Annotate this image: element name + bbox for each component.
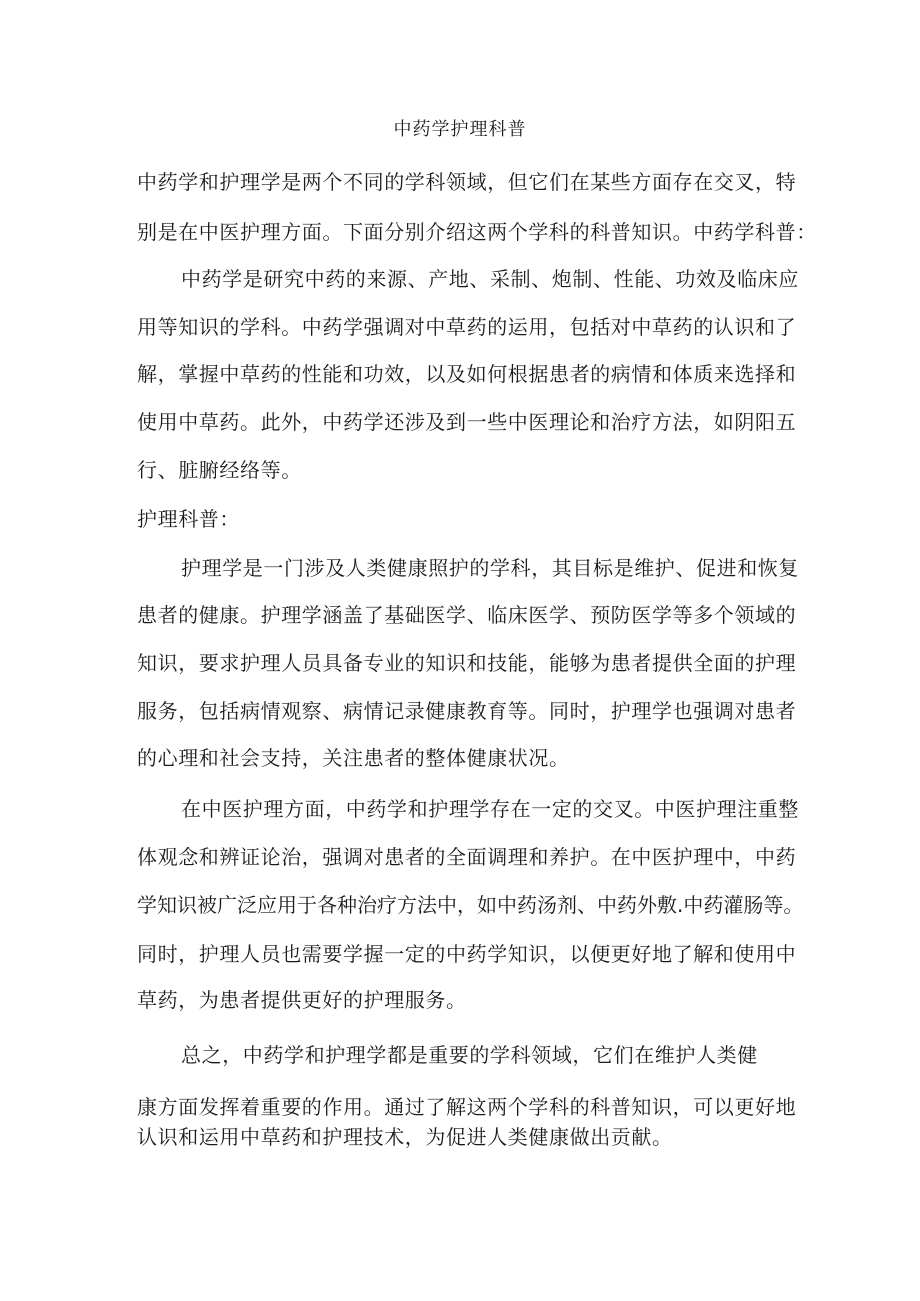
intersection-line-2: 体观念和辨证论治，强调对患者的全面调理和养护。在中医护理中，中药 (137, 845, 797, 869)
nursing-heading: 护理科普： (137, 507, 240, 531)
nursing-line-2: 患者的健康。护理学涵盖了基础医学、临床医学、预防医学等多个领域的 (137, 603, 797, 627)
intersection-line-1: 在中医护理方面，中药学和护理学存在一定的交叉。中医护理注重整 (181, 797, 799, 821)
nursing-line-1: 护理学是一门涉及人类健康照护的学科，其目标是维护、促进和恢复 (181, 556, 799, 580)
tcm-line-3: 解，掌握中草药的性能和功效，以及如何根据患者的病情和体质来选择和 (137, 362, 797, 386)
intersection-line-4: 同时，护理人员也需要学握一定的中药学知识，以便更好地了解和使用中 (137, 942, 797, 966)
conclusion-line-1: 总之，中药学和护理学都是重要的学科领域，它们在维护人类健 (181, 1043, 758, 1067)
tcm-line-5: 行、脏腑经络等。 (137, 458, 302, 482)
nursing-line-5: 的心理和社会支持，关注患者的整体健康状况。 (137, 746, 570, 770)
nursing-line-4: 服务，包括病情观察、病情记录健康教育等。同时，护理学也强调对患者 (137, 699, 797, 723)
tcm-line-1: 中药学是研究中药的来源、产地、采制、炮制、性能、功效及临床应 (181, 267, 799, 291)
conclusion-line-3: 认识和运用中草药和护理技术，为促进人类健康做出贡献。 (137, 1125, 673, 1149)
intersection-line-5: 草药，为患者提供更好的护理服务。 (137, 988, 467, 1012)
intro-line-2: 别是在中医护理方面。下面分别介绍这两个学科的科普知识。中药学科普： (137, 220, 817, 244)
tcm-line-4: 使用中草药。此外，中药学还涉及到一些中医理论和治疗方法，如阴阳五 (137, 410, 797, 434)
tcm-line-2: 用等知识的学科。中药学强调对中草药的运用，包括对中草药的认识和了 (137, 315, 797, 339)
intersection-line-3: 学知识被广泛应用于各种治疗方法中，如中药汤剂、中药外敷.中药灌肠等。 (137, 893, 804, 917)
nursing-line-3: 知识，要求护理人员具备专业的知识和技能，能够为患者提供全面的护理 (137, 651, 797, 675)
conclusion-line-2: 康方面发挥着重要的作用。通过了解这两个学科的科普知识，可以更好地 (137, 1095, 797, 1119)
intro-line-1: 中药学和护理学是两个不同的学科领域，但它们在某些方面存在交叉，特 (137, 170, 797, 194)
document-title: 中药学护理科普 (393, 119, 527, 140)
